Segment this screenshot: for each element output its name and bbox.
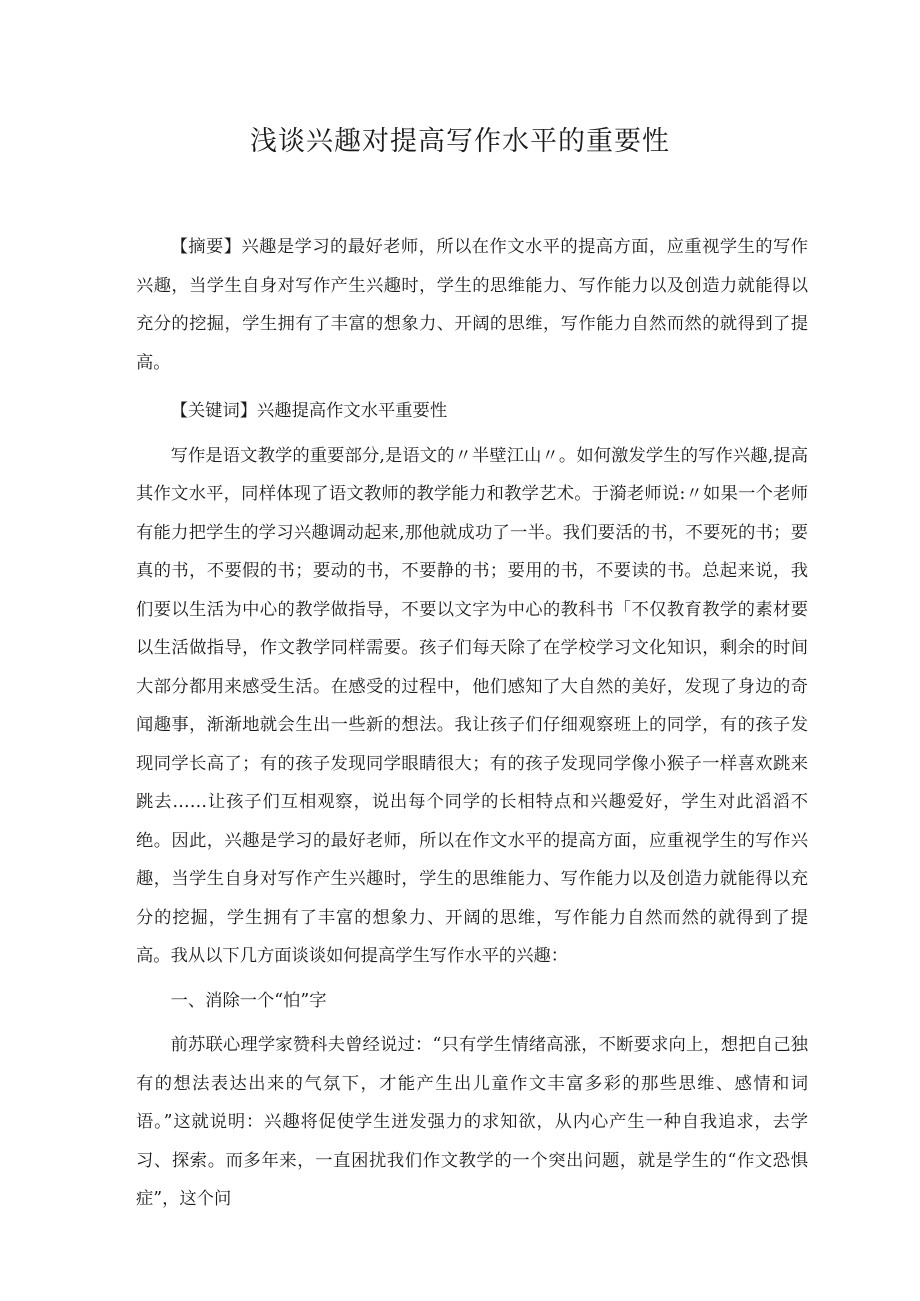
body-paragraph-1: 写作是语文教学的重要部分,是语文的〃半壁江山〃。如何激发学生的写作兴趣,提高其作文水平，同样体现了语文教师的教学能力和教学艺术。于漪老师说:〃如果一个老师有能力把学生的学习兴趣调动起来,那他就成功了一半。我们要活的书，不要死的书；要真的书，不要假的书；要动的书，不要静的书；要用的书，不要读的书。总起来说，我们要以生活为中心的教学做指导，不要以文字为中心的教科书「不仅教育教学的素材要以生活做指导，作文教学同样需要。孩子们每天除了在学校学习文化知识，剩余的时间大部分都用来感受生活。在感受的过程中，他们感知了大自然的美好，发现了身边的奇闻趣事，渐渐地就会生出一些新的想法。我让孩子们仔细观察班上的同学，有的孩子发现同学长高了；有的孩子发现同学眼睛很大；有的孩子发现同学像小猴子一样喜欢跳来跳去……让孩子们互相观察，说出每个同学的长相特点和兴趣爱好，学生对此滔滔不绝。因此，兴趣是学习的最好老师，所以在作文水平的提高方面，应重视学生的写作兴趣，当学生自身对写作产生兴趣时，学生的思维能力、写作能力以及创造力就能得以充分的挖掘，学生拥有了丰富的想象力、开阔的思维，写作能力自然而然的就得到了提高。我从以下几方面谈谈如何提高学生写作水平的兴趣： bbox=[136, 445, 808, 966]
document-body bbox=[136, 228, 808, 1219]
document-title: 浅谈兴趣对提高写作水平的重要性 bbox=[250, 126, 670, 157]
abstract-text: 兴趣是学习的最好老师，所以在作文水平的提高方面，应重视学生的写作兴趣，当学生自身对写作产生兴趣时，学生的思维能力、写作能力以及创造力就能得以充分的挖掘，学生拥有了丰富的想象力、开阔的思维，写作能力自然而然的就得到了提高。 bbox=[136, 237, 808, 373]
abstract-label: 【摘要】 bbox=[170, 237, 242, 257]
abstract-paragraph bbox=[136, 228, 808, 382]
keywords-label: 【关键词】 bbox=[170, 401, 258, 421]
section-heading-1: 一、消除一个“怕”字 bbox=[170, 990, 327, 1011]
keywords-paragraph bbox=[136, 392, 808, 431]
body-paragraph-2: 前苏联心理学家赞科夫曾经说过：“只有学生情绪高涨，不断要求向上，想把自己独有的想法表达出来的气氛下，才能产生出儿童作文丰富多彩的那些思维、感情和词语。”这就说明：兴趣将促使学生迸发强力的求知欲，从内心产生一种自我追求，去学习、探索。而多年来，一直困扰我们作文教学的一个突出问题，就是学生的“作文恐惧症”，这个问 bbox=[136, 1035, 808, 1209]
keywords-text: 兴趣提高作文水平重要性 bbox=[257, 401, 448, 421]
